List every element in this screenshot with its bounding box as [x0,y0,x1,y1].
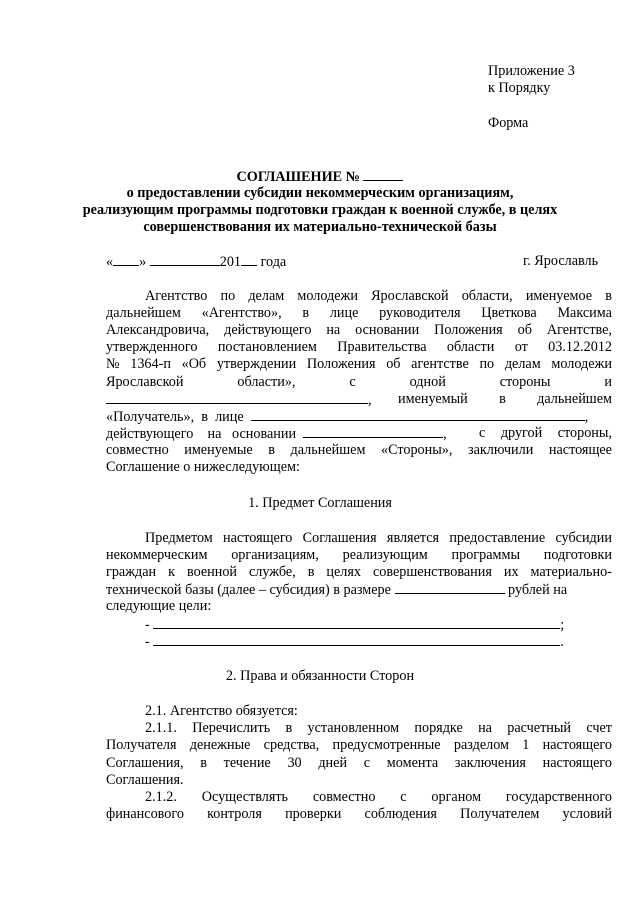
text-word: Соглашения [302,530,377,546]
text-word: Ярославской [371,288,449,304]
text-word: заключили [467,442,534,458]
text-word: установленном [307,720,400,736]
date-field [106,252,286,271]
preamble-line-9b [479,424,612,442]
text-word: делам [504,356,541,372]
representative-blank [251,407,585,421]
text-word: совместно [106,442,169,458]
text-word: Максима [557,305,612,321]
quote-open: « [106,254,114,270]
city-label: г. Ярославль [523,253,599,269]
text-word: военной [186,564,238,580]
title-line-2: о предоставлении субсидии некоммерческим организациям, [126,185,514,201]
text-word: Ярославской [106,374,184,390]
text-word: в [285,720,293,736]
form-label: Форма [488,115,529,131]
year-prefix: 201 [219,254,242,270]
text-word: с [349,374,356,390]
section-1-line-2 [106,546,612,564]
text-word: органом [431,789,482,805]
text-word: Положения [434,322,503,338]
text-word: именуемое [525,288,593,304]
preamble-line-7 [398,390,612,408]
text-word: Александровича, [106,322,210,338]
text-word: в [268,442,275,458]
text-word: подготовки [543,547,612,563]
text-word: , [584,409,589,425]
text-word: на [207,426,222,442]
year-word: года [260,254,287,270]
text-word: именуемые [184,442,253,458]
section-1-line-5: следующие цели: [106,598,212,614]
title-line-4: совершенствования их материально-технической базы [143,219,497,235]
text-word: от [514,339,528,355]
text-word: предусмотренные [332,737,441,753]
agreement-title-text: СОГЛАШЕНИЕ № [236,169,360,185]
text-word: Соглашения, [106,755,184,771]
purpose-blank-2 [153,632,560,646]
text-word: лице [215,409,244,425]
text-word: Правительства [337,339,427,355]
text-word: молодежи [551,356,612,372]
text-word: Осуществлять [201,789,289,805]
text-word: , [443,426,447,442]
text-word: соблюдения [364,806,437,822]
text-word: счет [586,720,612,736]
text-word: дней [318,755,348,771]
text-word: организациям, [231,547,319,563]
text-word: в [302,305,310,321]
text-word: по [479,356,495,372]
preamble-line-5 [106,355,612,373]
text-word: 1364-п [130,356,171,372]
quote-close: » [139,254,147,270]
text-word: настоящего [542,737,612,753]
text-word: средства, [263,737,320,753]
text-word: лице [329,305,359,321]
text-word: основании [355,322,420,338]
text-word: Положения [306,356,376,372]
text-word: утверждении [216,356,297,372]
preamble-line-1 [145,287,612,305]
text-word: технической базы (далее – субсидия) в размере [106,582,391,598]
clause-2-1: 2.1. Агентство обязуется: [145,703,298,719]
text-word: целях [326,564,361,580]
text-word: в [605,288,612,304]
clause-2-1-1-line-2 [106,736,612,754]
text-word: с [363,755,371,771]
text-word: совершенствования [372,564,492,580]
text-word: основании [232,426,297,442]
text-word: к [168,564,175,580]
section-1-line-1 [145,529,612,547]
text-word: субсидии [555,530,612,546]
text-word: порядке [414,720,463,736]
text-word: № [106,356,120,372]
text-word: службе, [248,564,296,580]
preamble-line-6 [106,373,612,391]
clause-2-1-1-line-1 [145,719,612,737]
text-word: условий [562,806,612,822]
clause-2-1-1-line-3 [106,754,612,772]
text-word: и [604,374,612,390]
text-word: финансового [106,806,184,822]
text-word: области [446,339,495,355]
text-word: предоставление [449,530,546,546]
text-word: рублей на [508,582,568,598]
purpose-blank-1 [153,615,560,629]
text-word: Предметом [145,530,213,546]
text-word: - [145,634,150,650]
text-word: течение [223,755,271,771]
text-word: действующего [106,426,194,442]
order-label: к Порядку [488,80,551,96]
text-word: «Об [181,356,207,372]
organization-name-blank [106,390,368,404]
agreement-number-blank [363,167,403,181]
text-word: , [368,392,372,408]
text-word: агентстве [411,356,469,372]
text-word: их [503,564,519,580]
text-word: 2.1.2. [145,789,177,805]
text-word: с [479,425,486,441]
text-word: проверки [285,806,342,822]
text-word: с [400,789,407,805]
preamble-line-11: Соглашение о нижеследующем: [106,459,300,475]
text-word: области», [237,374,296,390]
text-word: Агентстве, [546,322,612,338]
section-1-heading: 1. Предмет Соглашения [248,495,392,511]
text-word: государственного [505,789,612,805]
text-word: некоммерческим [106,547,208,563]
preamble-line-10 [106,441,612,459]
text-word: постановлением [217,339,317,355]
basis-blank [303,424,443,438]
preamble-line-3 [106,321,612,339]
text-word: «Агентство», [201,305,282,321]
text-word: дальнейшем [537,391,612,407]
text-word: является [386,530,440,546]
text-word: совместно [312,789,376,805]
text-word: Перечислить [192,720,271,736]
text-word: дальнейшем [106,305,181,321]
section-1-line-3 [106,563,612,581]
text-word: граждан [106,564,157,580]
text-word: . [560,634,564,650]
text-word: молодежи [297,288,358,304]
text-word: заключения [454,755,526,771]
preamble-line-4 [106,338,612,356]
text-word: Получателем [460,806,540,822]
day-blank [113,252,139,266]
text-word: другой [500,425,543,441]
month-blank [150,252,220,266]
text-word: денежные [189,737,251,753]
text-word: утвержденного [106,339,198,355]
text-word: 2.1.1. [145,720,177,736]
year-blank [241,252,257,266]
text-word: в [499,391,506,407]
text-word: на [326,322,341,338]
subsidy-amount-blank [395,580,505,594]
clause-2-1-1-line-4: Соглашения. [106,772,184,788]
text-word: 30 [287,755,302,771]
text-word: на [478,720,492,736]
text-word: 03.12.2012 [548,339,612,355]
text-word: 1 [522,737,530,753]
text-word: материально- [530,564,612,580]
text-word: области, [461,288,513,304]
title-line-3: реализующим программы подготовки граждан к военной службе, в целях [82,202,558,218]
text-word: контроля [207,806,262,822]
text-word: в [201,409,208,425]
text-word: расчетный [507,720,572,736]
preamble-line-2 [106,304,612,322]
clause-2-1-2-line-2 [106,805,612,823]
text-word: в [307,564,315,580]
text-word: «Получатель», [106,409,195,425]
text-word: «Стороны», [380,442,453,458]
text-word: по [220,288,236,304]
text-word: настоящего [542,755,612,771]
appendix-label: Приложение 3 [488,63,575,79]
text-word: - [145,617,150,633]
clause-2-1-2-line-1 [145,788,612,806]
text-word: именуемый [398,391,468,407]
purpose-item-2 [145,632,564,651]
text-word: дальнейшем [290,442,366,458]
text-word: Цветкова [481,305,537,321]
text-word: программы [451,547,521,563]
text-word: момента [386,755,439,771]
text-word: настоящего [223,530,293,546]
text-word: Агентство [145,288,208,304]
text-word: об [517,322,532,338]
text-word: настоящее [548,442,612,458]
text-word: стороны [499,374,551,390]
text-word: руководителя [379,305,461,321]
text-word: делам [248,288,285,304]
text-word: в [200,755,207,771]
text-word: об [386,356,401,372]
text-word: Получателя [106,737,177,753]
text-word: стороны, [557,425,612,441]
text-word: разделом [453,737,509,753]
text-word: одной [409,374,446,390]
text-word: ; [560,617,565,633]
section-2-heading: 2. Права и обязанности Сторон [225,668,415,684]
text-word: действующего [224,322,312,338]
text-word: реализующим [342,547,428,563]
